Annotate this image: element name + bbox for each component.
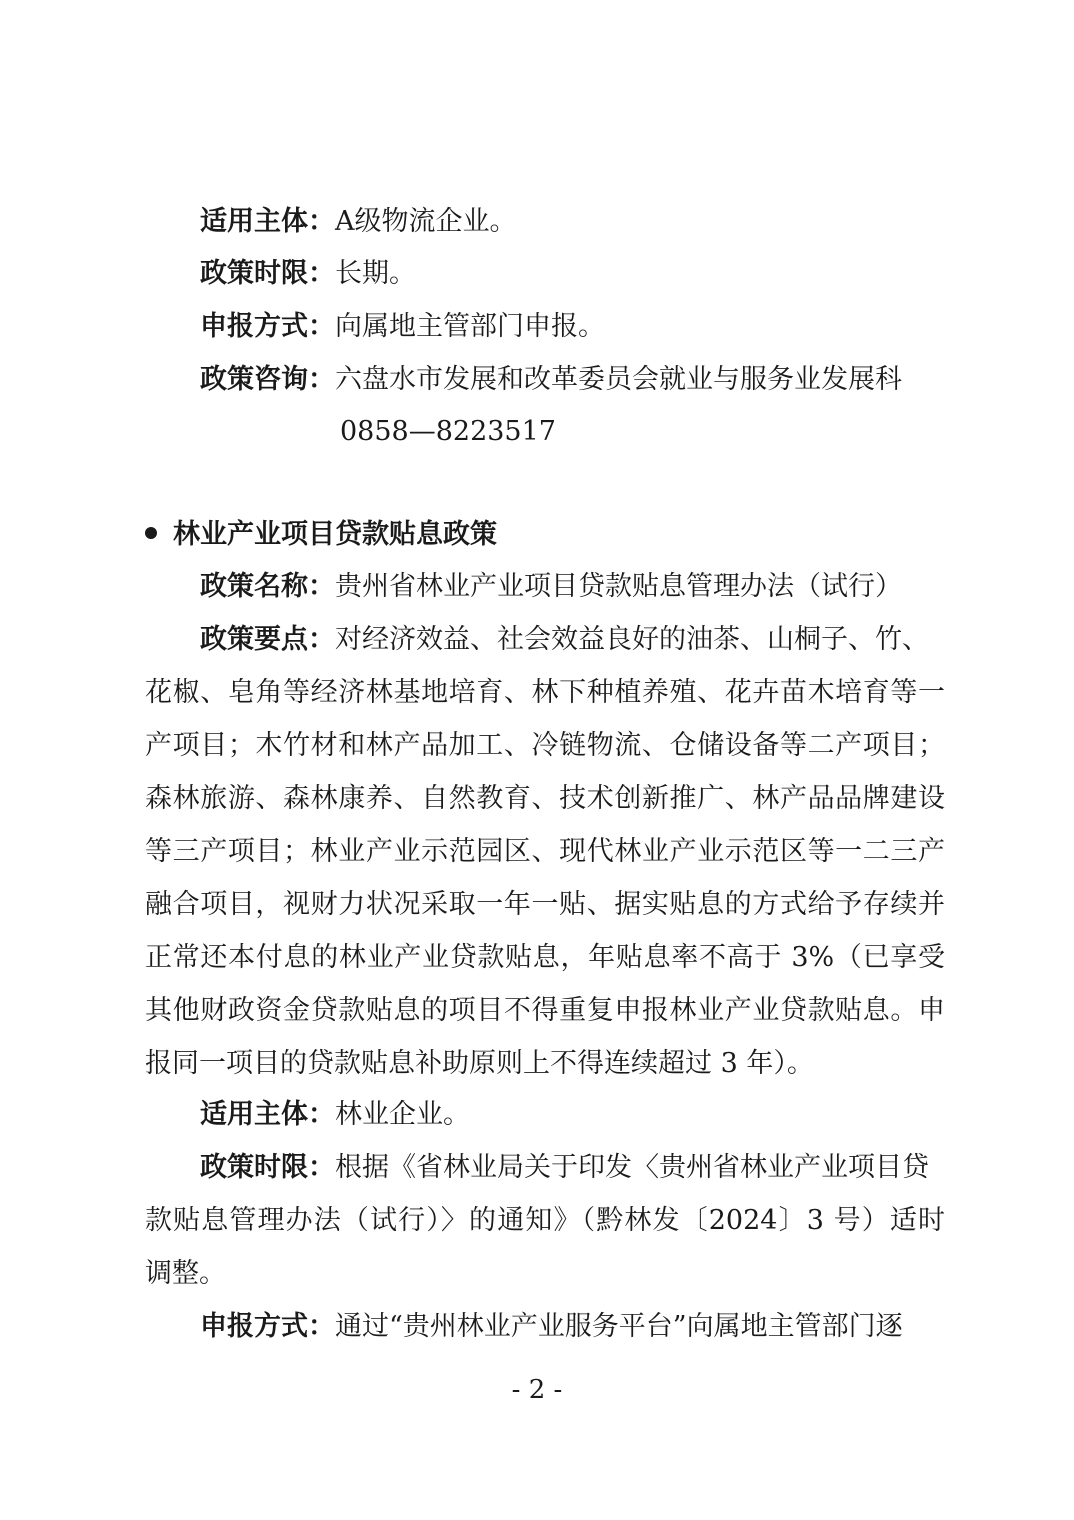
points-text-6: 正常还本付息的林业产业贷款贴息，年贴息率不高于 3%（已享受: [145, 942, 945, 973]
section-period-line-1: [200, 1141, 945, 1195]
points-text-8: 报同一项目的贷款贴息补助原则上不得连续超过 3 年）。: [145, 1048, 814, 1079]
points-text-1: 花椒、皂角等经济林基地培育、林下种植养殖、花卉苗木培育等一: [145, 677, 945, 708]
policy-name-line: [200, 560, 1000, 614]
text-section-apply: 通过“贵州林业产业服务平台”向属地主管部门逐: [335, 1311, 903, 1342]
label-name: 政策名称：: [200, 571, 335, 602]
text-name: 贵州省林业产业项目贷款贴息管理办法（试行）: [335, 571, 902, 602]
top-subject-line: [200, 195, 1000, 249]
section-title: 林业产业项目贷款贴息政策: [173, 519, 497, 550]
text-consult: 六盘水市发展和改革委员会就业与服务业发展科: [335, 364, 902, 395]
section-subject-line: [200, 1088, 1000, 1142]
points-text-2: 产项目；木竹材和林产品加工、冷链物流、仓储设备等二产项目；: [145, 730, 945, 761]
label-section-apply: 申报方式：: [200, 1311, 335, 1342]
points-text-4: 等三产项目；林业产业示范园区、现代林业产业示范区等一二三产: [145, 836, 945, 867]
text-apply: 向属地主管部门申报。: [335, 311, 605, 342]
label-subject: 适用主体：: [200, 206, 335, 237]
label-points: 政策要点：: [200, 624, 335, 655]
points-text-0: 对经济效益、社会效益良好的油茶、山桐子、竹、: [335, 624, 929, 655]
text-subject: A级物流企业。: [335, 206, 517, 237]
points-text-5: 融合项目，视财力状况采取一年一贴、据实贴息的方式给予存续并: [145, 889, 945, 920]
top-apply-line: [200, 300, 1000, 354]
points-text-7: 其他财政资金贷款贴息的项目不得重复申报林业产业贷款贴息。申: [145, 995, 945, 1026]
period-text-1: 款贴息管理办法（试行）〉的通知》（黔林发〔2024〕3 号）适时: [145, 1205, 945, 1236]
top-consult-line: [200, 353, 1000, 407]
points-text-3: 森林旅游、森林康养、自然教育、技术创新推广、林产品品牌建设: [145, 783, 945, 814]
period-text-2: 调整。: [145, 1258, 226, 1289]
period-text-0: 根据《省林业局关于印发〈贵州省林业产业项目贷: [335, 1152, 929, 1183]
bullet-icon: [145, 527, 157, 539]
consult-phone: 0858—8223517: [340, 416, 556, 447]
section-title-line: [145, 508, 945, 562]
policy-points-line-1: [200, 613, 945, 667]
text-section-subject: 林业企业。: [335, 1099, 470, 1130]
label-apply: 申报方式：: [200, 311, 335, 342]
top-period-line: [200, 247, 1000, 301]
section-apply-line: [200, 1300, 945, 1354]
label-section-subject: 适用主体：: [200, 1099, 335, 1130]
label-consult: 政策咨询：: [200, 364, 335, 395]
text-period: 长期。: [335, 258, 416, 289]
page-number: - 2 -: [511, 1375, 563, 1405]
label-section-period: 政策时限：: [200, 1152, 335, 1183]
label-period: 政策时限：: [200, 258, 335, 289]
